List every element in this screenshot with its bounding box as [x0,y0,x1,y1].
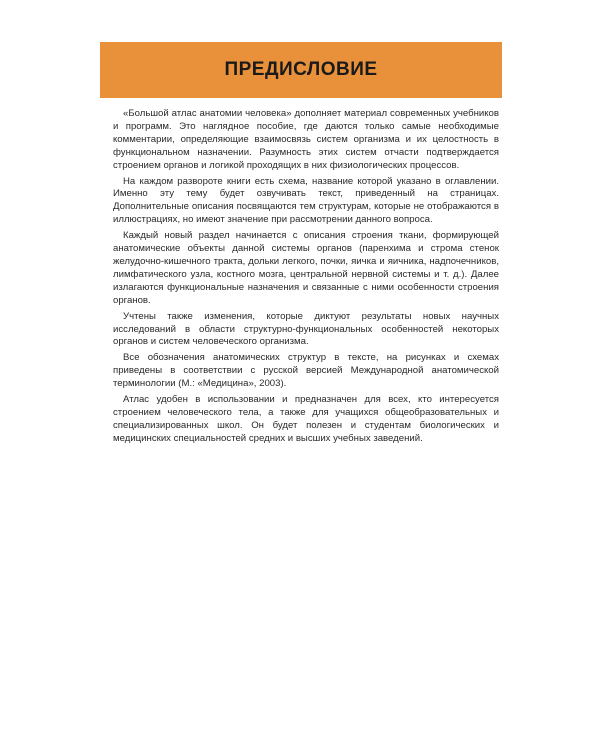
header-band [100,42,502,98]
paragraph-6: Атлас удобен в использовании и предназначен для всех, кто интересуется строением человеческого тела, а также для учащихся общеобразовательных и специализированных школ. Он будет полезен и студентам биологических и медицинских специальностей средних и высших учебных заведений. [113,394,499,444]
page-title: ПРЕДИСЛОВИЕ [224,59,378,80]
paragraph-2: На каждом развороте книги есть схема, название которой указано в оглавлении. Именно эту тему будет озвучивать текст, приведенный на страницах. Дополнительные описания посвящаются тем структурам, которые не отображаются в иллюстрациях, но имеют значение при рассмотрении данного вопроса. [113,175,499,226]
preface-text [113,108,499,449]
paragraph-3: Каждый новый раздел начинается с описания строения ткани, формирующей анатомические объекты данной системы органов (паренхима и строма стенок желудочно-кишечного тракта, дольки легкого, почки, яичка и яичника, надпочечников, лимфатического узла, костного мозга, центральной нервной системы и т. д.). Далее излагаются функциональные назначения и связанные с ними особенности строения органов. [113,230,499,306]
paragraph-5: Все обозначения анатомических структур в тексте, на рисунках и схемах приведены в соответствии с русской версией Международной анатомической терминологии (М.: «Медицина», 2003). [113,352,499,390]
paragraph-4: Учтены также изменения, которые диктуют результаты новых научных исследований в области структурно-функциональных особенностей некоторых органов и систем человеческого организма. [113,310,499,348]
paragraph-1: «Большой атлас анатомии человека» дополняет материал современных учебников и программ. Это наглядное пособие, где даются только самые необходимые комментарии, определяющие взаимосвязь систем организма и их целостность в функциональном назначении. Разумность этих систем отчасти подтверждается строением органов и логикой проходящих в них физиологических процессов. [113,108,499,171]
